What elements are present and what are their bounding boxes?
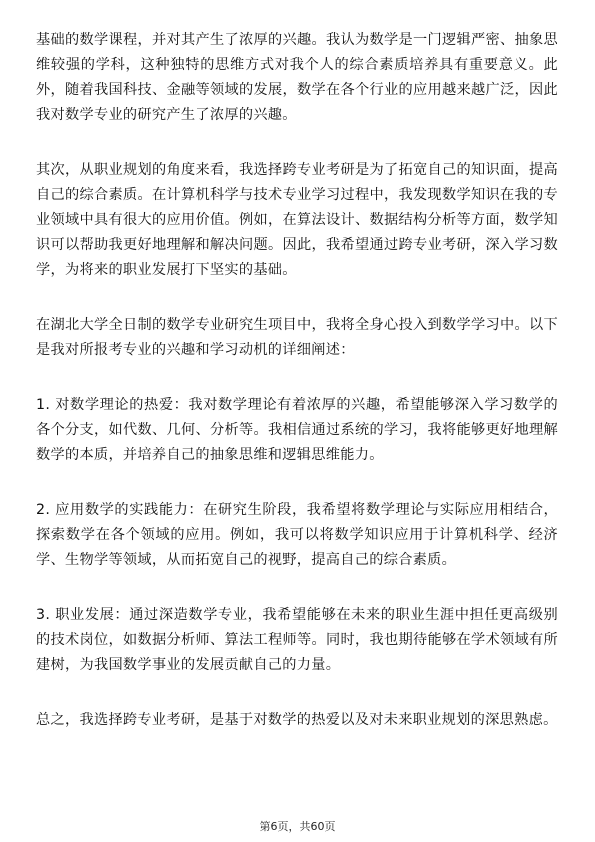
- list-item: 1. 对数学理论的热爱：我对数学理论有着浓厚的兴趣，希望能够深入学习数学的各个分支，如代数、几何、分析等。我相信通过系统的学习，我将能够更好地理解数学的本质，并培养自己的抽象思维和逻辑思维能力。: [36, 397, 558, 463]
- document-body: [36, 28, 558, 733]
- paragraph: 其次，从职业规划的角度来看，我选择跨专业考研是为了拓宽自己的知识面，提高自己的综合素质。在计算机科学与技术专业学习过程中，我发现数学知识在我的专业领域中具有很大的应用价值。例如，在算法设计、数据结构分析等方面，数学知识可以帮助我更好地理解和解决问题。因此，我希望通过跨专业考研，深入学习数学，为将来的职业发展打下坚实的基础。: [36, 162, 558, 278]
- list-item: 3. 职业发展：通过深造数学专业，我希望能够在未来的职业生涯中担任更高级别的技术岗位，如数据分析师、算法工程师等。同时，我也期待能够在学术领域有所建树，为我国数学事业的发展贡献自己的力量。: [36, 607, 558, 673]
- paragraph: 在湖北大学全日制的数学专业研究生项目中，我将全身心投入到数学学习中。以下是我对所报考专业的兴趣和学习动机的详细阐述：: [36, 317, 558, 358]
- page-number-footer: 第6页，共60页: [259, 820, 336, 833]
- paragraph: 总之，我选择跨专业考研，是基于对数学的热爱以及对未来职业规划的深思熟虑。: [36, 712, 558, 728]
- list-item: 2. 应用数学的实践能力：在研究生阶段，我希望将数学理论与实际应用相结合，探索数学在各个领域的应用。例如，我可以将数学知识应用于计算机科学、经济学、生物学等领域，从而拓宽自己的视野，提高自己的综合素质。: [36, 502, 558, 568]
- paragraph: 基础的数学课程，并对其产生了浓厚的兴趣。我认为数学是一门逻辑严密、抽象思维较强的学科，这种独特的思维方式对我个人的综合素质培养具有重要意义。此外，随着我国科技、金融等领域的发展，数学在各个行业的应用越来越广泛，因此我对数学专业的研究产生了浓厚的兴趣。: [36, 32, 558, 123]
